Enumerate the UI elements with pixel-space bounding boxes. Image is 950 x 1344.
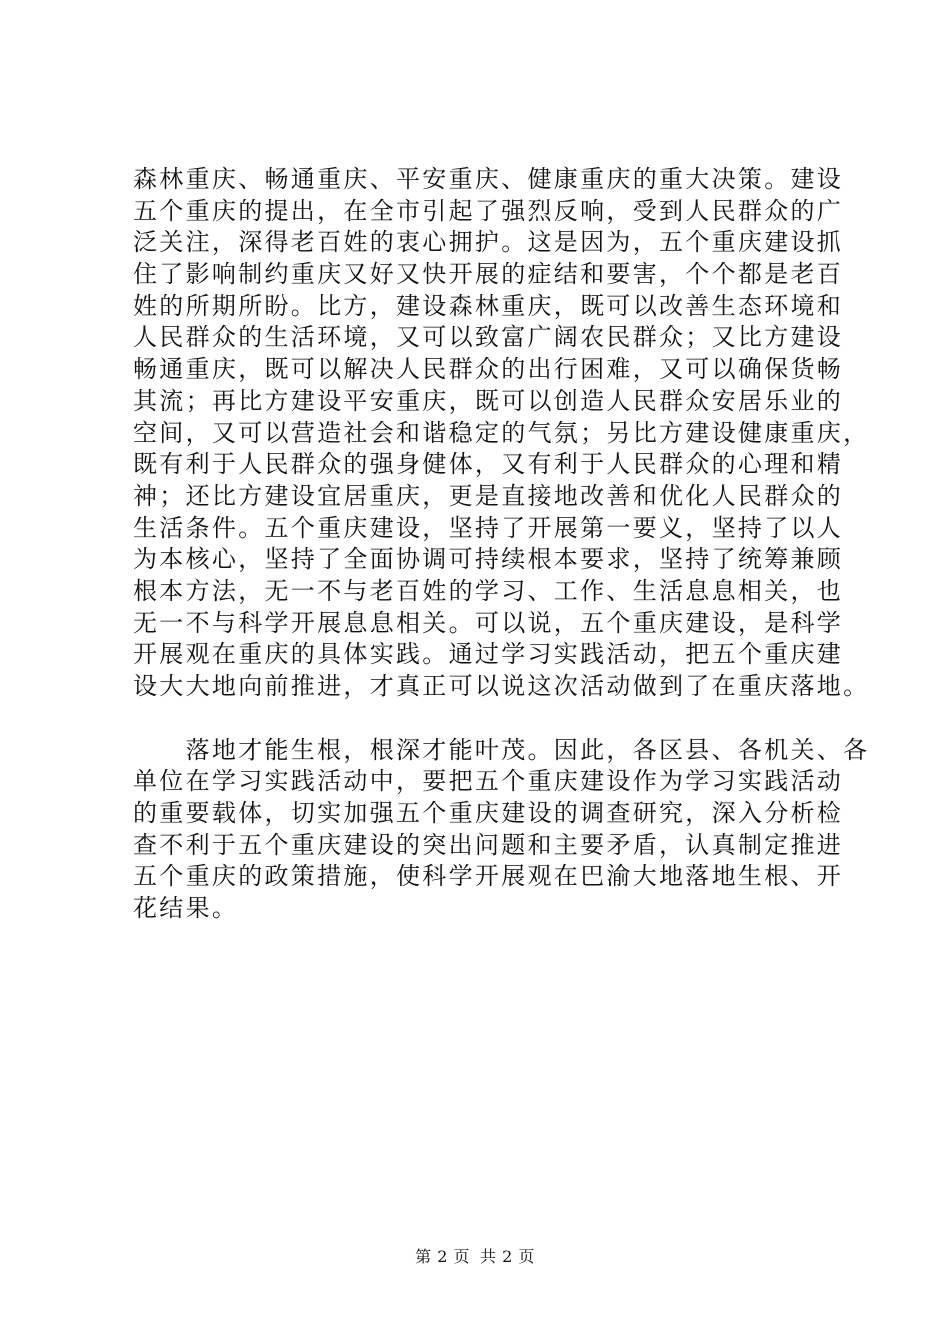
text-line: 为本核心，坚持了全面协调可持续根本要求，坚持了统筹兼顾 bbox=[133, 545, 844, 574]
text-line: 根本方法，无一不与老百姓的学习、工作、生活息息相关，也 bbox=[133, 576, 844, 605]
text-line: 单位在学习实践活动中，要把五个重庆建设作为学习实践活动 bbox=[133, 767, 844, 796]
page-number: 第 2 页 bbox=[415, 1247, 470, 1266]
text-line: 落地才能生根，根深才能叶茂。因此，各区县、各机关、各 bbox=[133, 735, 870, 764]
text-line: 的重要载体，切实加强五个重庆建设的调查研究，深入分析检 bbox=[133, 799, 844, 828]
text-line: 查不利于五个重庆建设的突出问题和主要矛盾，认真制定推进 bbox=[133, 830, 844, 859]
text-line: 其流；再比方建设平安重庆，既可以创造人民群众安居乐业的 bbox=[133, 386, 844, 415]
document-body bbox=[133, 164, 870, 925]
text-line: 五个重庆的政策措施，使科学开展观在巴渝大地落地生根、开 bbox=[133, 862, 844, 891]
text-line: 开展观在重庆的具体实践。通过学习实践活动，把五个重庆建 bbox=[133, 640, 844, 669]
text-line: 姓的所期所盼。比方，建设森林重庆，既可以改善生态环境和 bbox=[133, 291, 844, 320]
text-line: 畅通重庆，既可以解决人民群众的出行困难，又可以确保货畅 bbox=[133, 355, 844, 384]
paragraph-1 bbox=[133, 164, 870, 703]
text-line: 人民群众的生活环境，又可以致富广阔农民群众；又比方建设 bbox=[133, 323, 844, 352]
text-line: 森林重庆、畅通重庆、平安重庆、健康重庆的重大决策。建设 bbox=[133, 165, 844, 193]
text-line: 既有利于人民群众的强身健体，又有利于人民群众的心理和精 bbox=[133, 450, 844, 479]
text-line: 神；还比方建设宜居重庆，更是直接地改善和优化人民群众的 bbox=[133, 481, 844, 510]
page-footer bbox=[0, 1244, 950, 1267]
text-line: 无一不与科学开展息息相关。可以说，五个重庆建设，是科学 bbox=[133, 608, 844, 637]
text-line: 泛关注，深得老百姓的衷心拥护。这是因为，五个重庆建设抓 bbox=[133, 228, 844, 257]
text-line: 住了影响制约重庆又好又快开展的症结和要害，个个都是老百 bbox=[133, 260, 844, 289]
text-line: 五个重庆的提出，在全市引起了强烈反响，受到人民群众的广 bbox=[133, 196, 844, 225]
text-line: 空间，又可以营造社会和谐稳定的气氛；另比方建设健康重庆， bbox=[133, 418, 870, 447]
text-line: 生活条件。五个重庆建设，坚持了开展第一要义，坚持了以人 bbox=[133, 513, 844, 542]
page-total: 共 2 页 bbox=[480, 1247, 535, 1266]
paragraph-2 bbox=[133, 735, 870, 925]
paragraph-spacer bbox=[133, 703, 838, 735]
text-line: 设大大地向前推进，才真正可以说这次活动做到了在重庆落地。 bbox=[133, 672, 870, 700]
text-line: 花结果。 bbox=[133, 894, 239, 923]
